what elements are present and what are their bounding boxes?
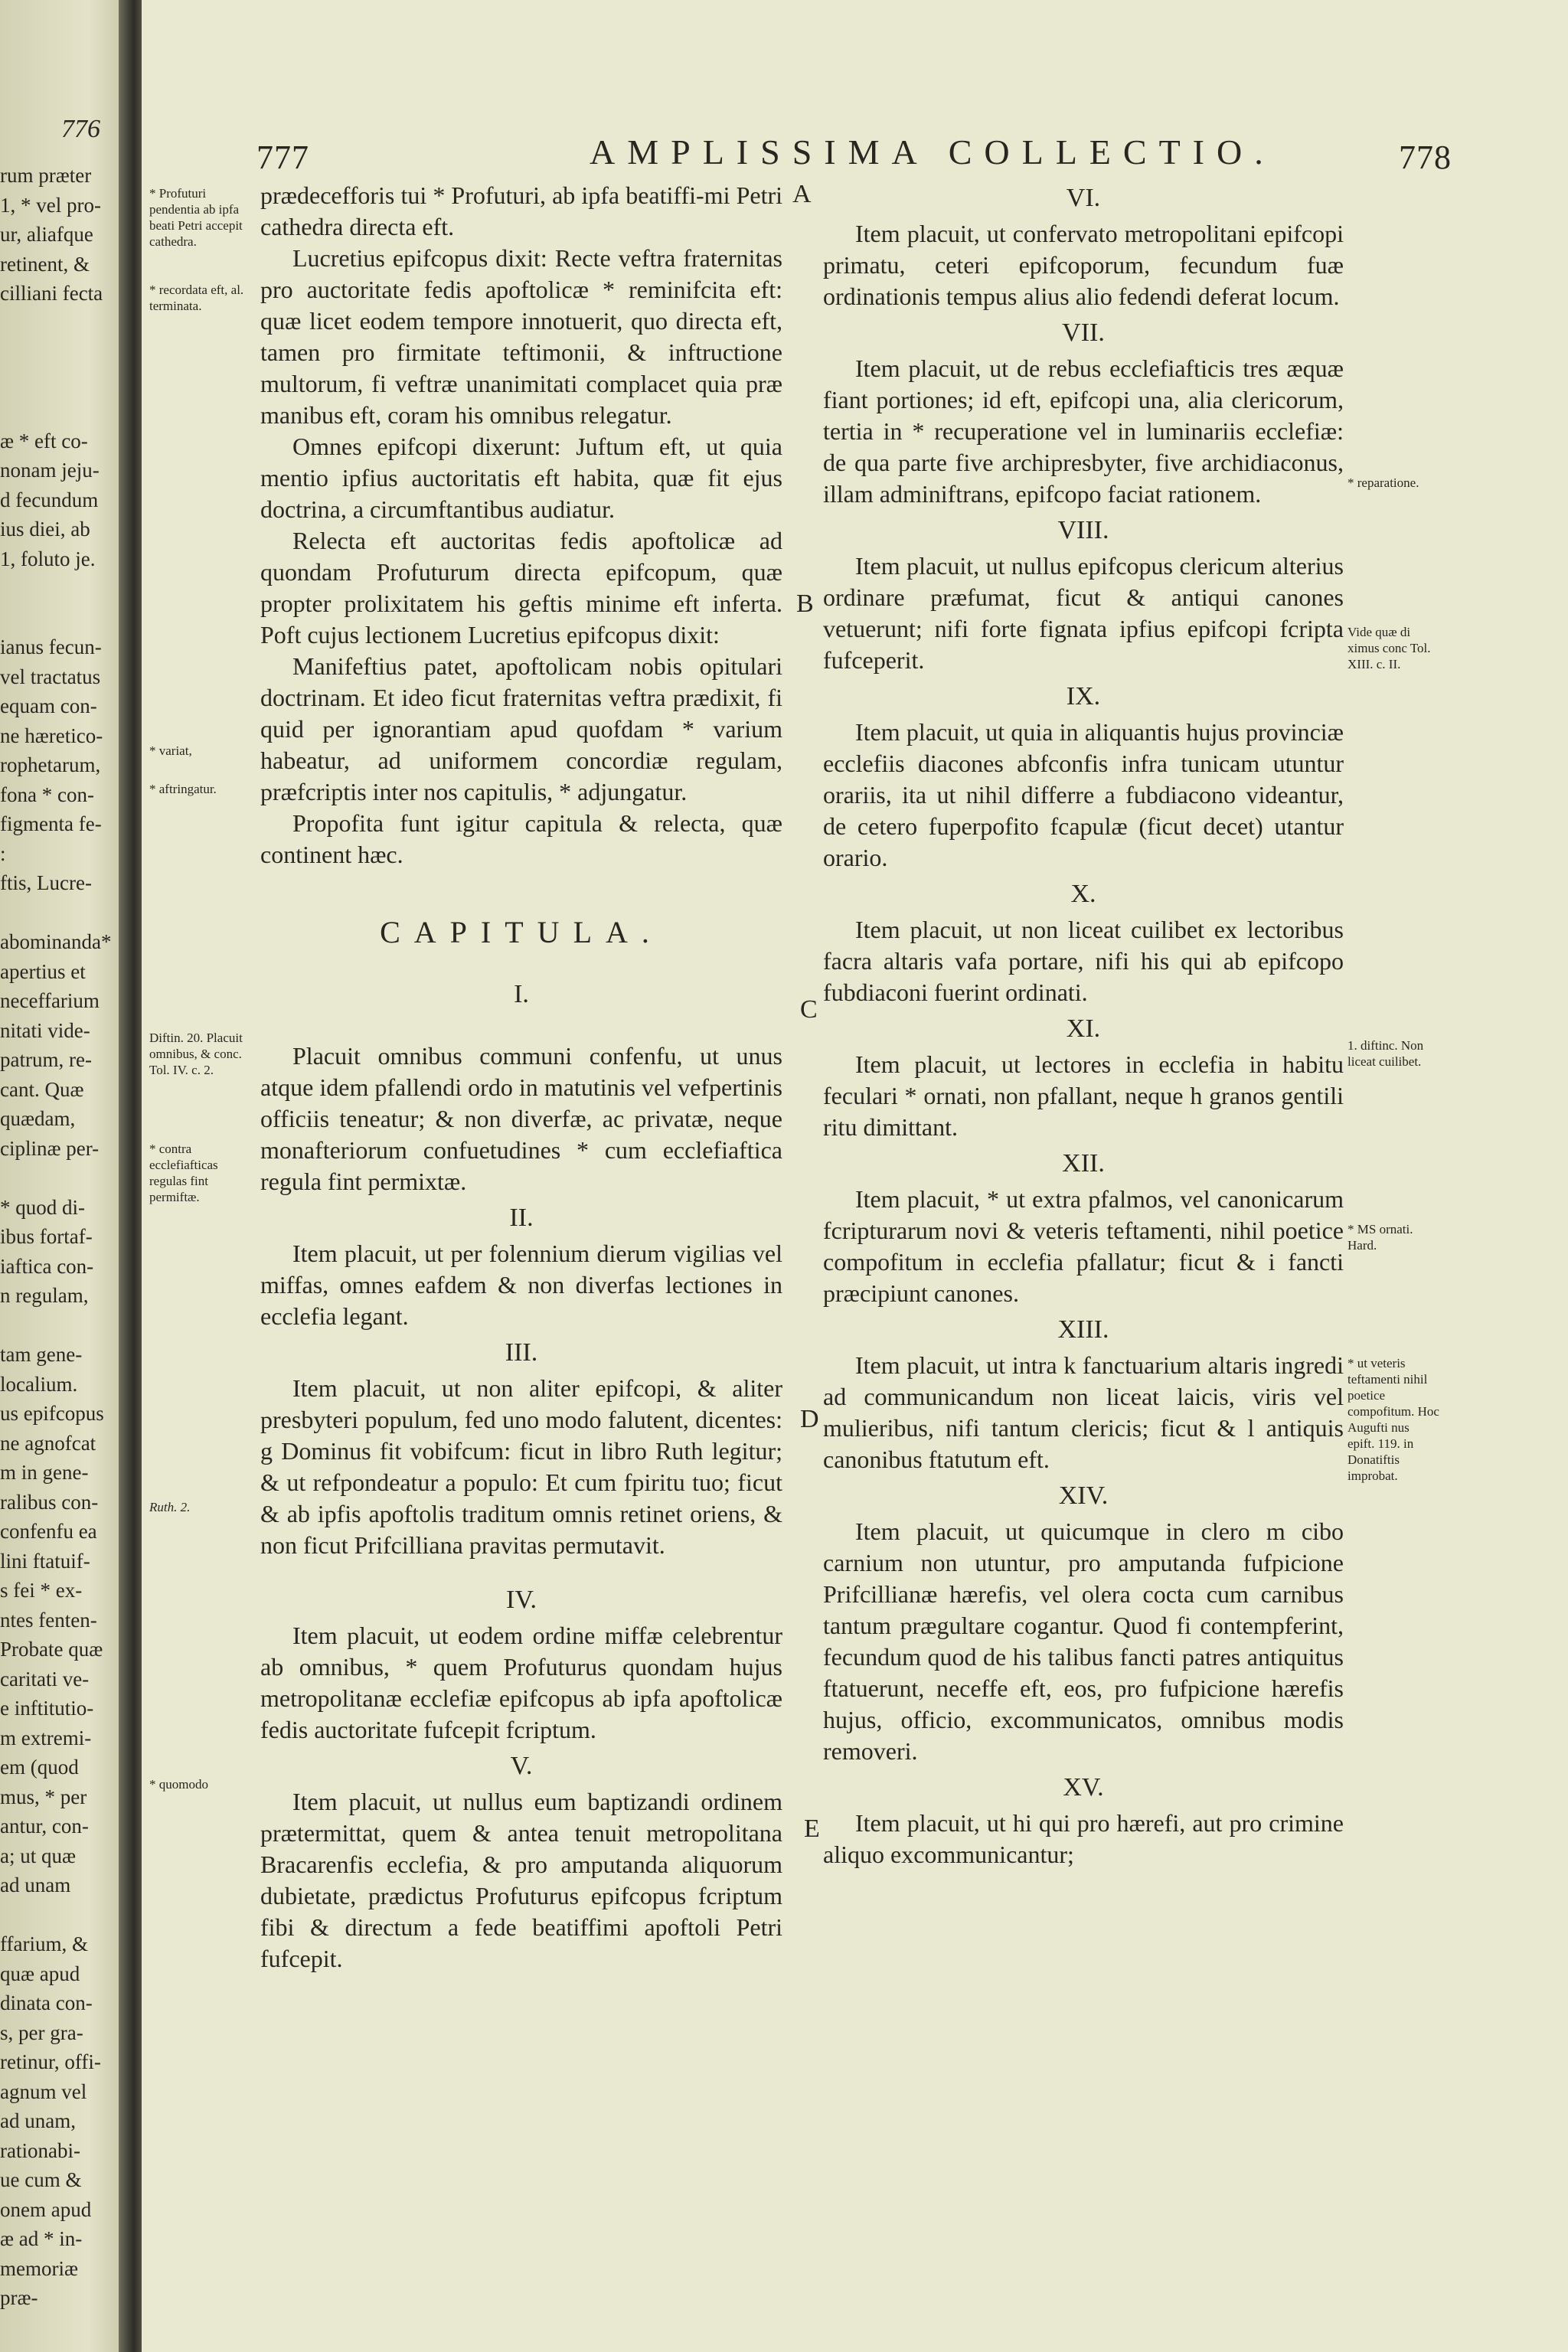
chapter-number: IV. (506, 1586, 537, 1614)
chapter-text: Item placuit, ut per folennium dierum vigilias vel miffas, omnes eafdem & non diverfas lectiones in ecclefia legant. (260, 1240, 782, 1330)
facing-page-fragment: ianus fecun- (0, 635, 102, 658)
intro-paragraph: Propofita funt igitur capitula & relecta, quæ continent hæc. (260, 809, 782, 868)
margin-note-right: * ut veteris teftamenti nihil poetice compofitum. Hoc Augufti nus epift. 119. in Donatiftis improbat. (1348, 1356, 1439, 1483)
chapter-number: VIII. (1057, 516, 1109, 544)
facing-page-fragment: s fei * ex- (0, 1579, 83, 1602)
facing-page-fragment: quædam, (0, 1107, 76, 1130)
chapter-text: Item placuit, ut nullus epifcopus clericum alterius ordinare præfumat, ficut & antiqui canones vetuerunt; nifi forte fignata ipfius epifcopi fcripta fufceperit. (823, 552, 1344, 674)
facing-page-fragment: ftis, Lucre- (0, 871, 92, 894)
facing-page-fragment: tam gene- (0, 1343, 83, 1366)
chapter-number: XIII. (1057, 1315, 1109, 1344)
section-letter-e: E (804, 1815, 820, 1843)
chapter-text: Item placuit, ut non aliter epifcopi, & aliter presbyteri populum, fed uno modo falutent, dicentes: g Dominus fit vobifcum: ficut in libro Ruth legitur; & ut refpondeatur a populo: Et cum fpiritu tuo; ficut & ab ipfis apoftolis traditum omnis retinet oriens, & non ficut Prifcilliana pravitas permutavit. (260, 1374, 782, 1559)
facing-page-fragment: lini ftatuif- (0, 1549, 90, 1573)
facing-page-fragment: rum præter (0, 164, 92, 187)
facing-page-fragment: cant. Quæ (0, 1077, 84, 1101)
facing-page-fragment: e inftitutio- (0, 1697, 94, 1720)
capitula-heading: CAPITULA. (380, 915, 663, 949)
facing-page-fragment: rationabi- (0, 2138, 80, 2162)
chapter-number: VI. (1066, 184, 1101, 212)
facing-page-fragment: 1, foluto je. (0, 547, 96, 570)
facing-page-fragment: caritati ve- (0, 1667, 90, 1690)
facing-page-fragment: cilliani fecta (0, 282, 103, 305)
facing-page-fragment: quæ apud (0, 1962, 80, 1985)
chapter-number: V. (510, 1752, 533, 1780)
margin-note-right: * MS ornati. Hard. (1348, 1222, 1413, 1253)
facing-page-fragment: ibus fortaf- (0, 1225, 93, 1248)
left-text-column (260, 180, 782, 1975)
facing-page-fragment: ad unam, (0, 2109, 76, 2132)
facing-page-fragment: ad unam (0, 1873, 71, 1896)
facing-page-fragment: rophetarum, (0, 753, 101, 776)
facing-page-fragment: retinent, & (0, 252, 90, 276)
chapter-text: Item placuit, ut quia in aliquantis hujus provinciæ ecclefiis diacones abfconfis infra tunicam utuntur orariis, ita ut nihil differre a fubdiacono videantur, de cetero fuperpofito fcapulæ (ficut decet) utantur orario. (823, 718, 1344, 871)
facing-page-fragment: nitati vide- (0, 1018, 90, 1042)
margin-note-right: * reparatione. (1348, 475, 1419, 490)
facing-page-fragment: antur, con- (0, 1815, 89, 1838)
chapter-text: Placuit omnibus communi confenfu, ut unus atque idem pfallendi ordo in matutinis vel vefpertinis officiis teneatur; & non diverfæ, ac privatæ, neque monafteriorum confuetudines * cum ecclefiaftica regula fint permixtæ. (260, 1042, 782, 1195)
running-title: AMPLISSIMA COLLECTIO. (590, 132, 1276, 172)
margin-note-left: * contra ecclefiafticas regulas fint permiftæ. (149, 1142, 218, 1204)
intro-paragraph: Relecta eft auctoritas fedis apoftolicæ ad quondam Profuturum directa epifcopum, quæ propter prolixitatem his geftis minime eft inferta. Poft cujus lectionem Lucretius epifcopus dixit: (260, 527, 782, 648)
facing-page-fragment: memoriæ (0, 2256, 78, 2280)
facing-page-fragment: equam con- (0, 694, 97, 717)
margin-note-left: Diftin. 20. Placuit omnibus, & conc. Tol. IV. c. 2. (149, 1031, 243, 1077)
facing-page-fragment: Probate quæ (0, 1638, 103, 1661)
facing-page-edge (0, 0, 126, 2352)
chapter-text: Item placuit, ut confervato metropolitani epifcopi primatu, ceteri epifcoporum, fecundum fuæ ordinationis tempus alius alio fedendi deferat locum. (823, 220, 1344, 310)
facing-page-fragment: localium. (0, 1372, 78, 1396)
section-letter-c: C (800, 995, 818, 1024)
chapter-number: II. (509, 1204, 534, 1232)
chapter-text: Item placuit, ut de rebus ecclefiafticis tres æquæ fiant portiones; id eft, epifcopi una, alia clericorum, tertia in * recuperatione vel in luminariis ecclefiæ: de qua parte five archipresbyter, five archidiaconus, illam adminiftrans, epifcopo faciat rationem. (823, 354, 1344, 508)
chapter-number: XII. (1062, 1149, 1105, 1178)
margin-note-right: Vide quæ di ximus conc Tol. XIII. c. II. (1348, 625, 1431, 671)
chapter-number: III. (505, 1338, 538, 1367)
facing-page-fragment: vel tractatus (0, 665, 101, 688)
facing-page-fragment: ciplinæ per- (0, 1136, 100, 1160)
facing-page-fragment: a; ut quæ (0, 1844, 76, 1867)
chapter-text: Item placuit, ut lectores in ecclefia in habitu feculari * ornati, non pfallant, neque h granos gentili ritu dimittant. (823, 1050, 1344, 1141)
page-number-right: 778 (1399, 139, 1452, 176)
margin-note-left: * recordata eft, al. terminata. (149, 283, 244, 313)
margin-note-left: * variat, (149, 743, 192, 758)
facing-page-fragment: m in gene- (0, 1461, 89, 1484)
facing-page-fragment: fona * con- (0, 782, 94, 806)
facing-page-fragment: ralibus con- (0, 1490, 99, 1514)
facing-page-fragment: agnum vel (0, 2079, 87, 2103)
facing-page-fragment: dinata con- (0, 1991, 93, 2014)
facing-page-fragment: ne agnofcat (0, 1431, 96, 1455)
intro-paragraph: Omnes epifcopi dixerunt: Juftum eft, ut quia mentio ipfius auctoritatis eft habita, quæ fit ejus doctrina, a circumftantibus audiatur. (260, 433, 782, 523)
facing-page-fragment: figmenta fe- (0, 812, 102, 835)
margin-note-right: 1. diftinc. Non liceat cuilibet. (1348, 1038, 1424, 1069)
right-text-column (823, 178, 1344, 1870)
facing-page-fragment: iaftica con- (0, 1254, 94, 1278)
facing-page-number: 776 (61, 115, 100, 143)
facing-page-fragment: m extremi- (0, 1726, 92, 1749)
facing-page-fragment: abominanda* (0, 930, 112, 953)
chapter-text: Item placuit, ut non liceat cuilibet ex lectoribus facra altaris vafa portare, nifi his qui ab epifcopo fubdiaconi fuerint ordinati. (823, 916, 1344, 1006)
chapter-number: I. (514, 980, 529, 1008)
facing-page-fragment: æ ad * in- (0, 2227, 83, 2250)
facing-page-fragment: 1, * vel pro- (0, 193, 101, 217)
facing-page-fragment: ne hæretico- (0, 724, 103, 747)
chapter-text: Item placuit, ut quicumque in clero m cibo carnium non utuntur, pro amputanda fufpicione Prifcillianæ hærefis, vel olera cocta cum carnibus tantum prægultare cogantur. Quod fi contempferint, fecundum quod de his talibus fancti patres antiquitus ftatuerunt, neceffe eft, eos, pro fufpicione hærefis hujus, officio, excommunicatos, omnibus modis removeri. (823, 1517, 1344, 1765)
facing-page-fragment: n regulam, (0, 1284, 89, 1307)
intro-paragraph: Manifeftius patet, apoftolicam nobis opitulari doctrinam. Et ideo ficut fraternitas veftra prædixit, fi quid per ignorantiam apud quofdam * varium habeatur, ad uniformem concordiæ regulam, præfcriptis inter nos capitulis, * adjungatur. (260, 652, 782, 805)
page-number-left: 777 (256, 139, 309, 176)
intro-paragraph: Lucretius epifcopus dixit: Recte veftra fraternitas pro auctoritate fedis apoftolicæ * reminifcita eft: quæ licet eodem tempore innotuerit, quo directa eft, tamen pro firmitate teftimonii, & inftructione multorum, fi veftræ unanimitati complacet quia præ manibus eft, coram his omnibus relegatur. (260, 244, 782, 429)
facing-page-fragment: : (0, 841, 6, 865)
chapter-number: XI. (1066, 1014, 1101, 1043)
margin-note-left: * aftringatur. (149, 782, 217, 796)
chapter-number: X. (1070, 880, 1096, 908)
facing-page-fragment: apertius et (0, 959, 86, 983)
chapter-number: XV. (1063, 1773, 1104, 1802)
facing-page-fragment: onem apud (0, 2197, 92, 2221)
section-letter-a: A (792, 180, 812, 208)
facing-page-fragment: * quod di- (0, 1195, 85, 1219)
margin-note-left: * quomodo (149, 1777, 208, 1792)
chapter-text: Item placuit, ut hi qui pro hærefi, aut pro crimine aliquo excommunicantur; (823, 1809, 1344, 1868)
facing-page-fragment: ntes fenten- (0, 1608, 97, 1632)
facing-page-fragment: mus, * per (0, 1785, 87, 1808)
facing-page-fragment: ue cum & (0, 2168, 82, 2191)
facing-page-fragment: ffarium, & (0, 1932, 88, 1955)
facing-page-fragment: retinur, offi- (0, 2050, 101, 2073)
chapter-text: Item placuit, ut eodem ordine miffæ celebrentur ab omnibus, * quem Profuturus quondam hujus metropolitanæ ecclefiæ epifcopus ab ipfa apoftolicæ fedis auctoritate fufcepit fcriptum. (260, 1622, 782, 1743)
facing-page-fragment: us epifcopus (0, 1402, 104, 1425)
facing-page-fragment: d fecundum (0, 488, 99, 511)
chapter-number: VII. (1062, 318, 1105, 347)
facing-page-fragment: neceffarium (0, 989, 100, 1012)
chapter-text: Item placuit, * ut extra pfalmos, vel canonicarum fcripturarum novi & veteris teftamenti, nihil poetice compofitum in ecclefia pfallatur; ficut & i fancti præcipiunt canones. (823, 1185, 1344, 1307)
facing-page-fragment: æ * eft co- (0, 429, 88, 452)
chapter-number: IX. (1066, 682, 1101, 710)
facing-page-fragment: patrum, re- (0, 1048, 92, 1071)
main-page (142, 0, 1568, 2352)
chapter-number: XIV. (1058, 1481, 1109, 1510)
facing-page-fragment: ur, aliafque (0, 223, 93, 246)
margin-note-left: * Profuturi pendentia ab ipfa beati Petri accepit cathedra. (149, 186, 243, 249)
chapter-text: Item placuit, ut nullus eum baptizandi ordinem prætermittat, quem & antea tenuit metropolitana Bracarenfis ecclefia, & pro amputanda aliquorum dubietate, prædictus Profuturus epifcopus fcriptum fibi & directum a fede beatiffimi apoftoli Petri fufcepit. (260, 1788, 782, 1972)
facing-page-fragment: confenfu ea (0, 1520, 97, 1543)
facing-page-fragment: em (quod (0, 1756, 79, 1779)
margin-note-left: Ruth. 2. (149, 1500, 191, 1514)
facing-page-fragment: præ- (0, 2286, 38, 2309)
facing-page-fragment: ius diei, ab (0, 518, 90, 541)
chapter-text: Item placuit, ut intra k fanctuarium altaris ingredi ad communicandum non liceat laicis, viris vel mulieribus, nifi tantum clericis; ficut & l antiquis canonibus ftatutum eft. (823, 1351, 1344, 1473)
intro-paragraph: prædecefforis tui * Profuturi, ab ipfa beatiffi-mi Petri cathedra directa eft. (260, 181, 782, 240)
section-letter-b: B (796, 590, 814, 618)
facing-page-fragment: nonam jeju- (0, 459, 100, 482)
section-letter-d: D (800, 1405, 819, 1433)
facing-page-fragment: s, per gra- (0, 2020, 83, 2044)
